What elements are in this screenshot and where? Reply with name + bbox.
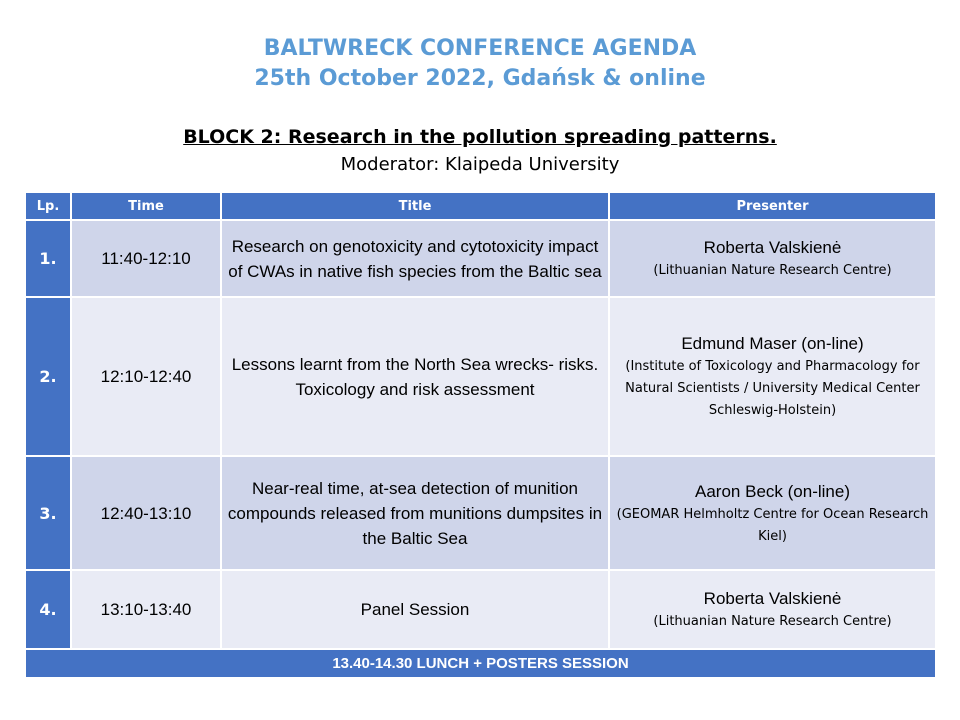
row-presenter-cell xyxy=(609,297,936,456)
row-time: 12:10-12:40 xyxy=(71,297,221,456)
presenter-affiliation: (Lithuanian Nature Research Centre) xyxy=(653,614,892,629)
presenter-name: Roberta Valskienė xyxy=(703,589,842,608)
row-title: Lessons learnt from the North Sea wrecks- risks. Toxicology and risk assessment xyxy=(221,297,609,456)
moderator-line: Moderator: Klaipeda University xyxy=(340,154,620,175)
agenda-date-location: 25th October 2022, Gdańsk & online xyxy=(254,66,706,91)
row-number: 4. xyxy=(25,570,71,649)
row-title: Research on genotoxicity and cytotoxicity impact of CWAs in native fish species from the Baltic sea xyxy=(221,220,609,297)
row-time: 13:10-13:40 xyxy=(71,570,221,649)
row-presenter-cell xyxy=(609,570,936,649)
presenter-name: Aaron Beck (on-line) xyxy=(695,481,850,501)
block-heading: BLOCK 2: Research in the pollution spreading patterns. xyxy=(183,126,777,148)
presenter-name: Edmund Maser (on-line) xyxy=(681,334,864,353)
table-header-row xyxy=(25,192,936,220)
presenter-affiliation: (GEOMAR Helmholtz Centre for Ocean Research Kiel) xyxy=(616,506,929,544)
row-title: Near-real time, at-sea detection of munition compounds released from munitions dumpsites in the Baltic Sea xyxy=(221,456,609,570)
row-time: 12:40-13:10 xyxy=(71,456,221,570)
row-presenter-cell xyxy=(609,220,936,297)
agenda-table xyxy=(24,191,937,679)
column-header-title: Title xyxy=(221,192,609,220)
presenter-affiliation: (Lithuanian Nature Research Centre) xyxy=(653,263,892,278)
agenda-title: BALTWRECK CONFERENCE AGENDA xyxy=(263,36,697,61)
lunch-row xyxy=(25,649,936,678)
presenter-affiliation: (Institute of Toxicology and Pharmacology for Natural Scientists / University Medical Center Schleswig-Holstein) xyxy=(625,359,920,418)
row-presenter-cell xyxy=(609,456,936,570)
column-header-time: Time xyxy=(71,192,221,220)
column-header-lp: Lp. xyxy=(25,192,71,220)
table-row xyxy=(25,570,936,649)
table-row xyxy=(25,456,936,570)
table-row xyxy=(25,220,936,297)
row-title: Panel Session xyxy=(221,570,609,649)
table-row xyxy=(25,297,936,456)
row-time: 11:40-12:10 xyxy=(71,220,221,297)
row-number: 3. xyxy=(25,456,71,570)
row-number: 2. xyxy=(25,297,71,456)
presenter-name: Roberta Valskienė xyxy=(703,238,842,257)
column-header-presenter: Presenter xyxy=(609,192,936,220)
row-number: 1. xyxy=(25,220,71,297)
lunch-break-label: 13.40-14.30 LUNCH + POSTERS SESSION xyxy=(25,649,936,678)
